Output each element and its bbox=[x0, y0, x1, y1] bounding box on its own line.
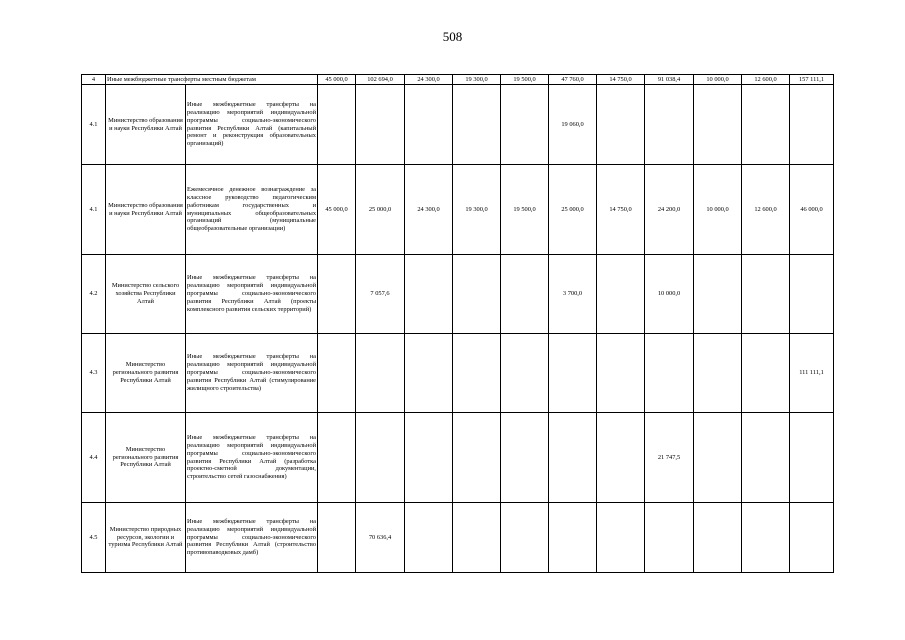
row-number: 4.1 bbox=[82, 165, 106, 255]
table-body bbox=[82, 75, 834, 573]
ministry-name: Министерство образования и науки Республики Алтай bbox=[106, 165, 186, 255]
ministry-name: Министерство образования и науки Республики Алтай bbox=[106, 85, 186, 165]
value-cell bbox=[501, 255, 549, 334]
value-cell: 157 111,1 bbox=[790, 75, 834, 85]
value-cell: 25 000,0 bbox=[356, 165, 405, 255]
value-cell bbox=[405, 255, 453, 334]
value-cell bbox=[501, 413, 549, 503]
ministry-name: Министерство регионального развития Республики Алтай bbox=[106, 413, 186, 503]
value-cell: 70 636,4 bbox=[356, 503, 405, 573]
value-cell bbox=[356, 334, 405, 413]
value-cell bbox=[356, 85, 405, 165]
row-number: 4.2 bbox=[82, 255, 106, 334]
transfer-description: Иные межбюджетные трансферты на реализацию мероприятий индивидуальной программы социально-экономического развития Республики Алтай (стимулирование жилищного строительства) bbox=[186, 334, 318, 413]
value-cell bbox=[645, 503, 694, 573]
row-number: 4.3 bbox=[82, 334, 106, 413]
value-cell bbox=[453, 334, 501, 413]
transfer-description: Иные межбюджетные трансферты на реализацию мероприятий индивидуальной программы социально-экономического развития Республики Алтай (проекты комплексного развития сельских территорий) bbox=[186, 255, 318, 334]
value-cell bbox=[597, 413, 645, 503]
value-cell bbox=[694, 255, 742, 334]
value-cell bbox=[453, 85, 501, 165]
value-cell bbox=[405, 413, 453, 503]
value-cell bbox=[645, 85, 694, 165]
value-cell: 102 694,0 bbox=[356, 75, 405, 85]
value-cell bbox=[318, 503, 356, 573]
value-cell bbox=[318, 413, 356, 503]
row-number: 4.5 bbox=[82, 503, 106, 573]
value-cell: 10 000,0 bbox=[645, 255, 694, 334]
page-number: 508 bbox=[442, 29, 463, 44]
value-cell bbox=[549, 503, 597, 573]
value-cell: 19 300,0 bbox=[453, 165, 501, 255]
value-cell bbox=[549, 413, 597, 503]
table-row bbox=[82, 503, 834, 573]
value-cell: 19 500,0 bbox=[501, 165, 549, 255]
value-cell: 12 600,0 bbox=[742, 165, 790, 255]
value-cell bbox=[453, 503, 501, 573]
ministry-name: Министерство регионального развития Республики Алтай bbox=[106, 334, 186, 413]
value-cell bbox=[405, 503, 453, 573]
ministry-name: Министерство природных ресурсов, экологии и туризма Республики Алтай bbox=[106, 503, 186, 573]
value-cell: 25 000,0 bbox=[549, 165, 597, 255]
transfer-description: Иные межбюджетные трансферты на реализацию мероприятий индивидуальной программы социально-экономического развития Республики Алтай (капитальный ремонт и реконструкция образовательных организаций) bbox=[186, 85, 318, 165]
value-cell bbox=[694, 413, 742, 503]
budget-table bbox=[81, 74, 834, 573]
value-cell bbox=[742, 255, 790, 334]
value-cell bbox=[694, 503, 742, 573]
transfer-description: Ежемесячное денежное вознаграждение за классное руководство педагогическим работникам государственных и муниципальных общеобразовательных организаций (муниципальные общеобразовательные организации) bbox=[186, 165, 318, 255]
value-cell: 3 700,0 bbox=[549, 255, 597, 334]
transfer-description: Иные межбюджетные трансферты на реализацию мероприятий индивидуальной программы социально-экономического развития Республики Алтай (разработка проектно-сметной документации, строительство сетей газоснабжения) bbox=[186, 413, 318, 503]
value-cell: 45 000,0 bbox=[318, 75, 356, 85]
value-cell bbox=[318, 85, 356, 165]
table-row bbox=[82, 255, 834, 334]
value-cell bbox=[318, 255, 356, 334]
value-cell: 7 057,6 bbox=[356, 255, 405, 334]
value-cell: 19 300,0 bbox=[453, 75, 501, 85]
table-row bbox=[82, 165, 834, 255]
value-cell bbox=[790, 413, 834, 503]
value-cell bbox=[501, 503, 549, 573]
value-cell: 91 038,4 bbox=[645, 75, 694, 85]
value-cell: 24 300,0 bbox=[405, 75, 453, 85]
value-cell bbox=[742, 334, 790, 413]
value-cell: 24 300,0 bbox=[405, 165, 453, 255]
value-cell: 46 000,0 bbox=[790, 165, 834, 255]
value-cell: 12 600,0 bbox=[742, 75, 790, 85]
value-cell bbox=[790, 503, 834, 573]
value-cell: 24 200,0 bbox=[645, 165, 694, 255]
value-cell: 10 000,0 bbox=[694, 75, 742, 85]
value-cell bbox=[501, 85, 549, 165]
value-cell: 10 000,0 bbox=[694, 165, 742, 255]
row-title: Иные межбюджетные трансферты местным бюджетам bbox=[106, 75, 318, 85]
row-number: 4.4 bbox=[82, 413, 106, 503]
value-cell bbox=[501, 334, 549, 413]
value-cell bbox=[597, 255, 645, 334]
value-cell bbox=[597, 503, 645, 573]
ministry-name: Министерство сельского хозяйства Республики Алтай bbox=[106, 255, 186, 334]
table-row bbox=[82, 413, 834, 503]
value-cell: 21 747,5 bbox=[645, 413, 694, 503]
value-cell: 47 760,0 bbox=[549, 75, 597, 85]
value-cell bbox=[597, 334, 645, 413]
value-cell bbox=[597, 85, 645, 165]
value-cell bbox=[742, 503, 790, 573]
value-cell bbox=[356, 413, 405, 503]
transfer-description: Иные межбюджетные трансферты на реализацию мероприятий индивидуальной программы социально-экономического развития Республики Алтай (строительство противопаводковых дамб) bbox=[186, 503, 318, 573]
value-cell bbox=[453, 255, 501, 334]
value-cell: 14 750,0 bbox=[597, 165, 645, 255]
value-cell bbox=[694, 334, 742, 413]
value-cell bbox=[694, 85, 742, 165]
value-cell: 19 500,0 bbox=[501, 75, 549, 85]
row-number: 4.1 bbox=[82, 85, 106, 165]
value-cell: 45 000,0 bbox=[318, 165, 356, 255]
table-row bbox=[82, 85, 834, 165]
value-cell: 111 111,1 bbox=[790, 334, 834, 413]
value-cell bbox=[790, 255, 834, 334]
value-cell bbox=[549, 334, 597, 413]
value-cell bbox=[405, 85, 453, 165]
table-row bbox=[82, 334, 834, 413]
value-cell bbox=[645, 334, 694, 413]
value-cell: 14 750,0 bbox=[597, 75, 645, 85]
value-cell bbox=[405, 334, 453, 413]
value-cell bbox=[453, 413, 501, 503]
table-row-total bbox=[82, 75, 834, 85]
value-cell bbox=[790, 85, 834, 165]
value-cell bbox=[318, 334, 356, 413]
value-cell: 19 060,0 bbox=[549, 85, 597, 165]
row-number: 4 bbox=[82, 75, 106, 85]
value-cell bbox=[742, 85, 790, 165]
value-cell bbox=[742, 413, 790, 503]
